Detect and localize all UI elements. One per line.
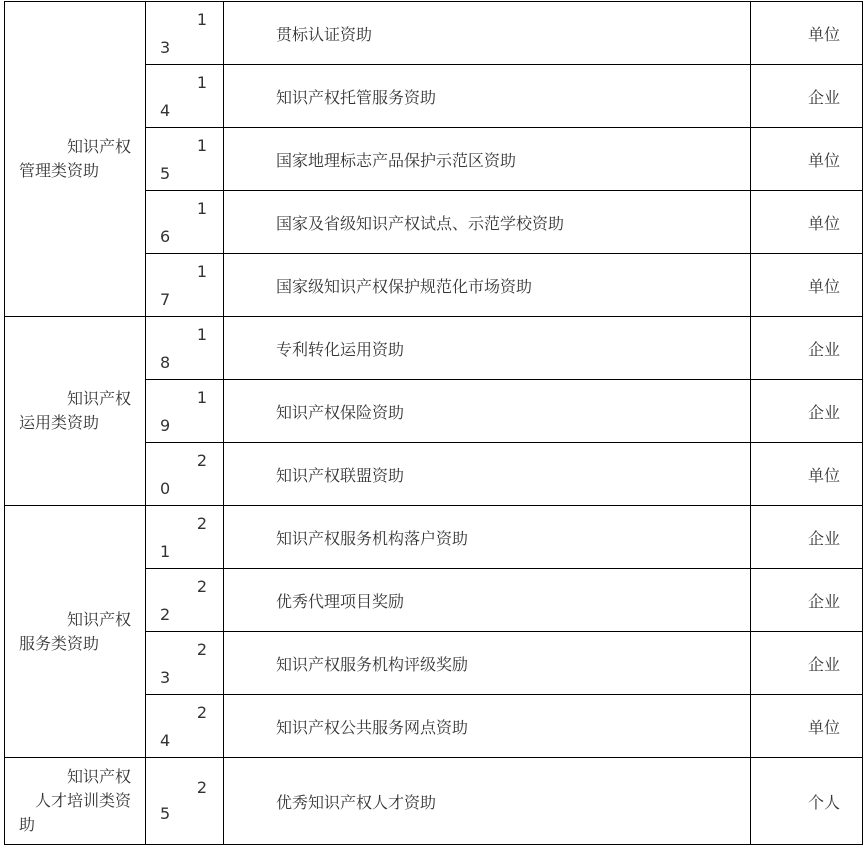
- item-unit: 企业: [751, 569, 863, 632]
- funding-table: [4, 1, 863, 845]
- item-unit: 单位: [751, 254, 863, 317]
- table-row: [5, 317, 863, 380]
- item-name: 知识产权公共服务网点资助: [224, 695, 751, 758]
- item-name: 优秀知识产权人才资助: [224, 758, 751, 845]
- row-number: 2 1: [146, 506, 224, 569]
- item-unit: 企业: [751, 317, 863, 380]
- category-cell-management: 知识产权 管理类资助: [5, 2, 146, 317]
- item-unit: 企业: [751, 632, 863, 695]
- item-unit: 单位: [751, 443, 863, 506]
- item-name: 国家级知识产权保护规范化市场资助: [224, 254, 751, 317]
- row-number: 1 7: [146, 254, 224, 317]
- item-name: 贯标认证资助: [224, 2, 751, 65]
- item-name: 知识产权联盟资助: [224, 443, 751, 506]
- item-name: 知识产权托管服务资助: [224, 65, 751, 128]
- item-unit: 企业: [751, 506, 863, 569]
- table-row: [5, 758, 863, 845]
- category-cell-service: 知识产权 服务类资助: [5, 506, 146, 758]
- item-name: 国家地理标志产品保护示范区资助: [224, 128, 751, 191]
- item-name: 知识产权保险资助: [224, 380, 751, 443]
- item-unit: 单位: [751, 2, 863, 65]
- item-name: 知识产权服务机构评级奖励: [224, 632, 751, 695]
- row-number: 2 4: [146, 695, 224, 758]
- row-number: 1 4: [146, 65, 224, 128]
- table-row: [5, 506, 863, 569]
- row-number: 2 0: [146, 443, 224, 506]
- row-number: 2 3: [146, 632, 224, 695]
- item-name: 国家及省级知识产权试点、示范学校资助: [224, 191, 751, 254]
- item-unit: 企业: [751, 65, 863, 128]
- row-number: 1 3: [146, 2, 224, 65]
- row-number: 1 6: [146, 191, 224, 254]
- row-number: 2 2: [146, 569, 224, 632]
- row-number: 1 8: [146, 317, 224, 380]
- table-row: [5, 2, 863, 65]
- item-unit: 个人: [751, 758, 863, 845]
- item-unit: 单位: [751, 128, 863, 191]
- row-number: 1 9: [146, 380, 224, 443]
- row-number: 2 5: [146, 758, 224, 845]
- category-cell-application: 知识产权 运用类资助: [5, 317, 146, 506]
- item-unit: 单位: [751, 695, 863, 758]
- category-cell-talent: 知识产权 人才培训类资 助: [5, 758, 146, 845]
- row-number: 1 5: [146, 128, 224, 191]
- item-name: 优秀代理项目奖励: [224, 569, 751, 632]
- item-name: 知识产权服务机构落户资助: [224, 506, 751, 569]
- item-unit: 企业: [751, 380, 863, 443]
- item-unit: 单位: [751, 191, 863, 254]
- item-name: 专利转化运用资助: [224, 317, 751, 380]
